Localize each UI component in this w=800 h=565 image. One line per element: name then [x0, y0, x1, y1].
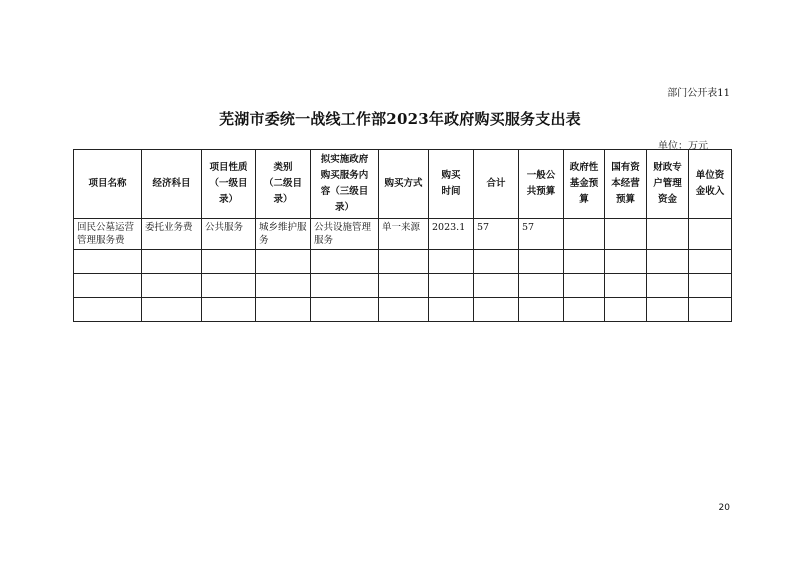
table-cell: [647, 219, 689, 250]
table-cell: [74, 298, 142, 322]
table-header-row: [74, 150, 732, 219]
page-number: 20: [718, 503, 730, 513]
table-cell: [202, 274, 256, 298]
table-cell: [311, 250, 379, 274]
header-special-account-funds: 财政专 户管理 资金: [647, 150, 689, 219]
table-cell: [605, 274, 647, 298]
header-total: 合计: [474, 150, 519, 219]
table-cell: 公共设施管理服务: [311, 219, 379, 250]
header-service-content: 拟实施政府 购买服务内 容（三级目 录）: [311, 150, 379, 219]
document-code: 部门公开表11: [667, 88, 730, 99]
unit-label: 单位：万元: [658, 141, 708, 152]
table-row: [74, 274, 732, 298]
table-cell: [519, 298, 564, 322]
table-cell: [202, 250, 256, 274]
table-cell: [519, 274, 564, 298]
table-cell: [474, 298, 519, 322]
document-title: 芜湖市委统一战线工作部2023年政府购买服务支出表: [219, 110, 581, 128]
table-cell: [564, 274, 605, 298]
table-cell: [256, 274, 311, 298]
table-cell: [605, 298, 647, 322]
header-purchase-method: 购买方式: [379, 150, 429, 219]
table-cell: [605, 219, 647, 250]
table-cell: [379, 298, 429, 322]
table-cell: [379, 250, 429, 274]
header-economic-subject: 经济科目: [142, 150, 202, 219]
table-cell: 城乡维护服务: [256, 219, 311, 250]
table-cell: [474, 274, 519, 298]
table-cell: 2023.1: [429, 219, 474, 250]
table-cell: [564, 298, 605, 322]
table-cell: [519, 250, 564, 274]
header-purchase-time: 购买 时间: [429, 150, 474, 219]
header-project-nature: 项目性质 （一级目 录）: [202, 150, 256, 219]
table-cell: [429, 274, 474, 298]
table-cell: [142, 250, 202, 274]
header-government-fund-budget: 政府性 基金预 算: [564, 150, 605, 219]
table-cell: [311, 298, 379, 322]
table-cell: [689, 298, 732, 322]
header-category: 类别 （二级目 录）: [256, 150, 311, 219]
table-cell: [647, 274, 689, 298]
procurement-table: [73, 149, 732, 322]
header-state-capital-budget: 国有资 本经营 预算: [605, 150, 647, 219]
table-cell: [564, 250, 605, 274]
header-general-budget: 一般公 共预算: [519, 150, 564, 219]
table-cell: [429, 250, 474, 274]
table-cell: [379, 274, 429, 298]
table-row: [74, 219, 732, 250]
table-cell: [256, 298, 311, 322]
table-cell: [429, 298, 474, 322]
table-cell: [474, 250, 519, 274]
table-cell: 单一来源: [379, 219, 429, 250]
header-project-name: 项目名称: [74, 150, 142, 219]
table-cell: 公共服务: [202, 219, 256, 250]
table-cell: 委托业务费: [142, 219, 202, 250]
table-cell: [256, 250, 311, 274]
table-cell: [142, 298, 202, 322]
table-cell: [647, 250, 689, 274]
table-cell: [74, 250, 142, 274]
table-row: [74, 250, 732, 274]
table-cell: [311, 274, 379, 298]
table-cell: [689, 250, 732, 274]
table-cell: [647, 298, 689, 322]
table-cell: 57: [474, 219, 519, 250]
table-cell: [564, 219, 605, 250]
header-unit-income: 单位资 金收入: [689, 150, 732, 219]
table-cell: [605, 250, 647, 274]
table-row: [74, 298, 732, 322]
table-cell: [689, 274, 732, 298]
table-cell: [202, 298, 256, 322]
table-cell: [74, 274, 142, 298]
table-cell: 回民公墓运营管理服务费: [74, 219, 142, 250]
table-cell: 57: [519, 219, 564, 250]
table-cell: [142, 274, 202, 298]
table-cell: [689, 219, 732, 250]
